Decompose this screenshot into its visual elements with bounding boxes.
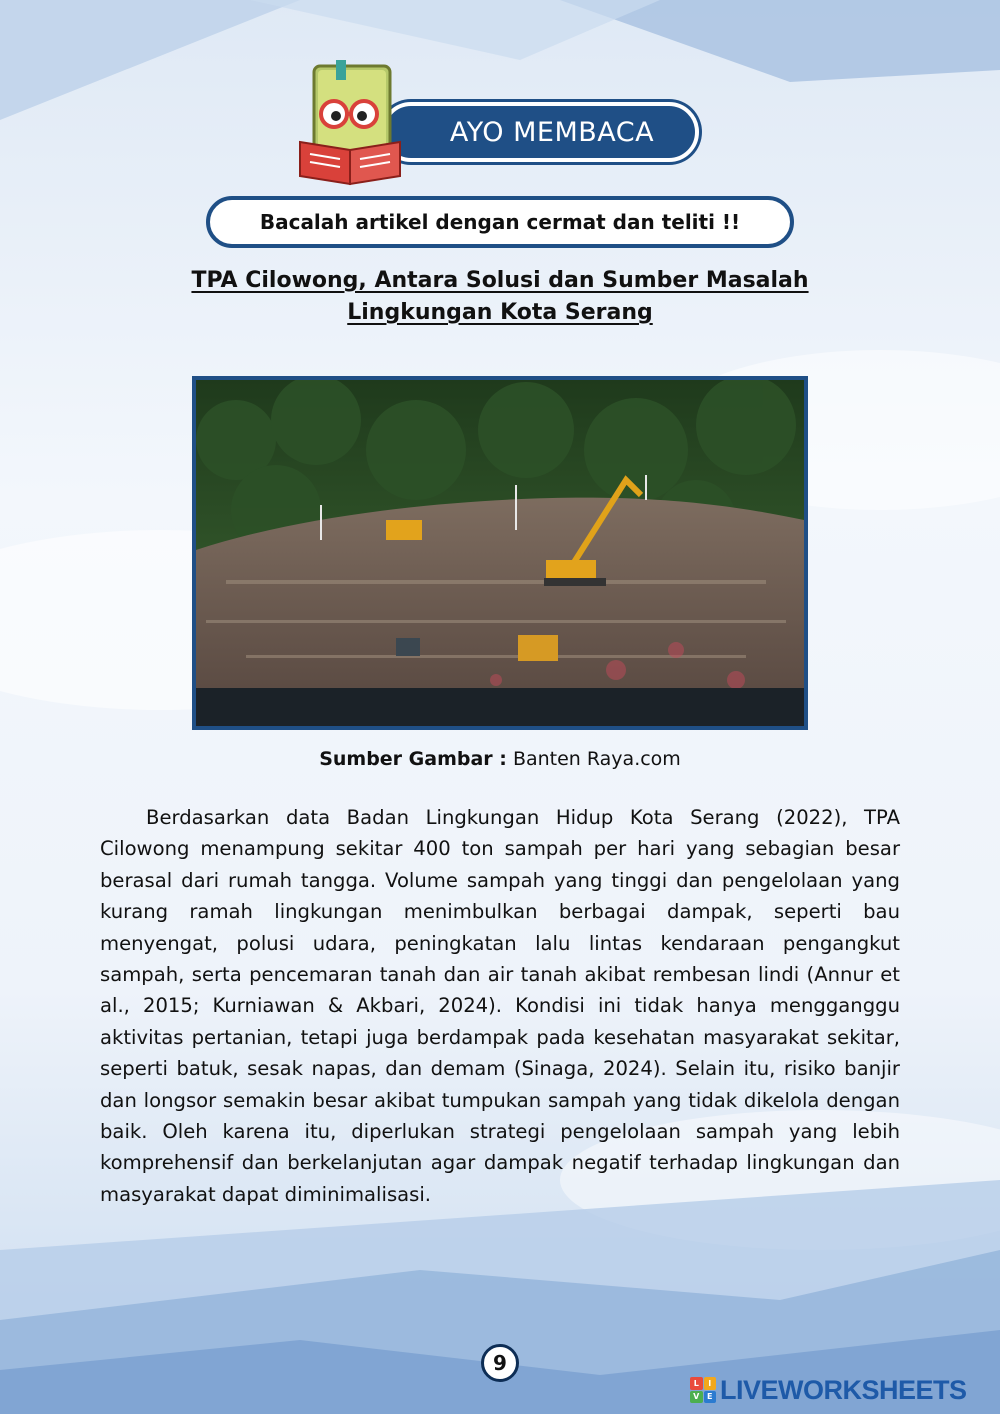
article-title-line-1: TPA Cilowong, Antara Solusi dan Sumber Masalah (191, 268, 809, 293)
article-title-line-2: Lingkungan Kota Serang (347, 300, 653, 325)
page-number: 9 (481, 1344, 519, 1382)
image-caption (100, 748, 900, 770)
ayo-membaca-badge: AYO MEMBACA (381, 102, 699, 162)
article-body: Berdasarkan data Badan Lingkungan Hidup Kota Serang (2022), TPA Cilowong menampung sekitar 400 ton sampah per hari yang sebagian besar berasal dari rumah tangga. Volume sampah yang tinggi dan pengelolaan yang kurang ramah lingkungan menimbulkan berbagai dampak, seperti bau menyengat, polusi udara, peningkatan lalu lintas kendaraan pengangkut sampah, serta pencemaran tanah dan air tanah akibat rembesan lindi (Annur et al., 2015; Kurniawan & Akbari, 2024). Kondisi ini tidak hanya mengganggu aktivitas pertanian, tetapi juga berdampak pada kesehatan masyarakat sekitar, seperti batuk, sesak napas, dan demam (Sinaga, 2024). Selain itu, risiko banjir dan longsor semakin besar akibat tumpukan sampah yang tidak dikelola dengan baik. Oleh karena itu, diperlukan strategi pengelolaan sampah yang lebih komprehensif dan berkelanjutan agar dampak negatif terhadap lingkungan dan masyarakat dapat diminimalisasi. (100, 806, 900, 1206)
liveworksheets-logo (690, 1372, 967, 1408)
caption-source: Banten Raya.com (512, 748, 681, 770)
liveworksheets-text: LIVEWORKSHEETS (720, 1374, 967, 1405)
book-mascot-icon (296, 58, 406, 188)
landfill-photo (192, 376, 808, 730)
caption-label: Sumber Gambar : (319, 748, 507, 770)
section-header (296, 58, 710, 188)
liveworksheets-mark-icon: L I V E (690, 1377, 716, 1403)
article-title (100, 265, 900, 329)
instruction-banner: Bacalah artikel dengan cermat dan teliti !! (206, 196, 794, 248)
